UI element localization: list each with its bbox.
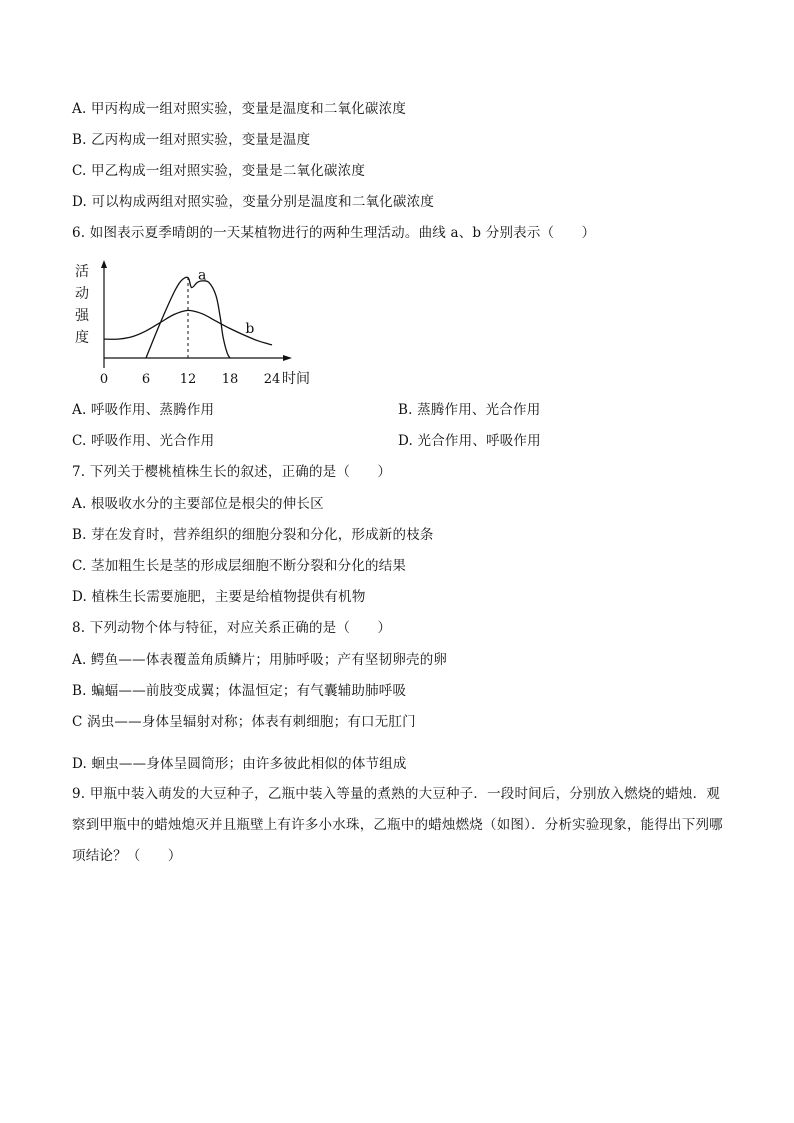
q7-option-a: A. 根吸收水分的主要部位是根尖的伸长区 xyxy=(72,496,324,512)
x-tick-label: 0 xyxy=(99,372,109,387)
q6-option-a: A. 呼吸作用、蒸腾作用 xyxy=(72,402,215,418)
q5-option-a: A. 甲丙构成一组对照实验，变量是温度和二氧化碳浓度 xyxy=(72,101,407,117)
x-tick-label: 18 xyxy=(221,372,239,387)
y-label-char: 活 xyxy=(75,264,89,280)
q7-option-c: C. 茎加粗生长是茎的形成层细胞不断分裂和分化的结果 xyxy=(72,558,407,574)
series-label-b: b xyxy=(245,321,255,338)
q5-option-d: D. 可以构成两组对照实验，变量分别是温度和二氧化碳浓度 xyxy=(72,194,435,210)
q6-option-c: C. 呼吸作用、光合作用 xyxy=(72,433,215,449)
activity-graph xyxy=(72,258,312,390)
q8-option-c: C 涡虫——身体呈辐射对称；体表有刺细胞；有口无肛门 xyxy=(72,714,416,730)
x-axis-arrow xyxy=(283,355,292,361)
q6-stem: 6. 如图表示夏季晴朗的一天某植物进行的两种生理活动。曲线 a、b 分别表示（ ） xyxy=(72,225,596,241)
q6-option-b: B. 蒸腾作用、光合作用 xyxy=(398,402,541,418)
series-label-a: a xyxy=(198,267,207,284)
y-axis-arrow xyxy=(101,260,107,268)
q7-stem: 7. 下列关于樱桃植株生长的叙述，正确的是（ ） xyxy=(72,464,392,480)
y-label-char: 度 xyxy=(75,330,89,346)
x-tick-labels xyxy=(100,371,310,387)
q8-option-b: B. 蝙蝠——前肢变成翼；体温恒定；有气囊辅助肺呼吸 xyxy=(72,683,407,699)
x-tick-label: 6 xyxy=(141,372,151,387)
y-label-char: 动 xyxy=(75,286,89,302)
q8-option-a: A. 鳄鱼——体表覆盖角质鳞片；用肺呼吸；产有坚韧卵壳的卵 xyxy=(72,652,448,668)
q6-option-d: D. 光合作用、呼吸作用 xyxy=(398,433,541,449)
q7-option-b: B. 芽在发育时，营养组织的细胞分裂和分化，形成新的枝条 xyxy=(72,527,434,543)
q8-stem: 8. 下列动物个体与特征，对应关系正确的是（ ） xyxy=(72,620,392,636)
x-axis-title: 时间 xyxy=(282,371,310,387)
y-axis-label xyxy=(75,264,90,346)
q8-option-d: D. 蛔虫——身体呈圆筒形；由许多彼此相似的体节组成 xyxy=(72,756,407,772)
y-label-char: 强 xyxy=(75,308,89,324)
q9-stem: 9. 甲瓶中装入萌发的大豆种子，乙瓶中装入等量的煮熟的大豆种子．一段时间后，分别放入燃烧的蜡烛．观察到甲瓶中的蜡烛熄灭并且瓶壁上有许多小水珠，乙瓶中的蜡烛燃烧（如图）．分析实验现象，能得出下列哪项结论？（ ） xyxy=(72,786,723,864)
q7-option-d: D. 植株生长需要施肥，主要是给植物提供有机物 xyxy=(72,589,366,605)
series-group xyxy=(104,268,272,358)
x-tick-label: 12 xyxy=(179,372,197,387)
x-tick-label: 24 xyxy=(263,372,281,387)
q5-option-b: B. 乙丙构成一组对照实验，变量是温度 xyxy=(72,132,311,148)
q5-option-c: C. 甲乙构成一组对照实验，变量是二氧化碳浓度 xyxy=(72,163,366,179)
